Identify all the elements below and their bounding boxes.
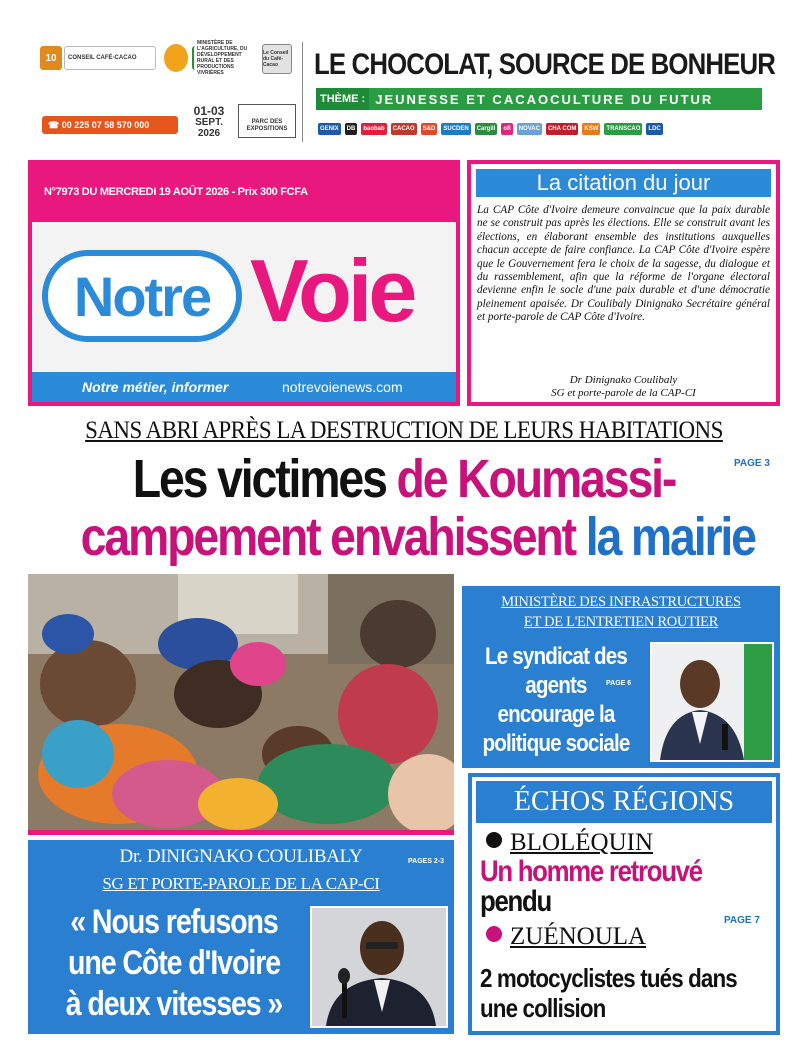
echos-location-1-label: BLOLÉQUIN xyxy=(510,829,654,856)
bullet-dot-icon xyxy=(486,832,502,848)
ad-venue: PARC DES EXPOSITIONS xyxy=(238,104,296,138)
main-kicker: SANS ABRI APRÈS LA DESTRUCTION DE LEURS HABITATIONS xyxy=(85,417,723,444)
interview-photo xyxy=(310,906,448,1028)
interview-box[interactable] xyxy=(28,840,454,1034)
interviewee-photo xyxy=(312,908,446,1026)
ministere-title xyxy=(466,592,776,632)
website-link[interactable]: notrevoienews.com xyxy=(282,379,403,395)
sponsor-logo: GENIX xyxy=(318,123,341,135)
issue-info: N°7973 DU MERCREDI 19 AOÛT 2026 - Prix 300 FCFA xyxy=(44,186,308,198)
ministere-box[interactable] xyxy=(462,586,780,768)
echos-headline-1 xyxy=(480,857,738,917)
masthead-footer xyxy=(32,372,456,402)
ministry-logo: MINISTÈRE DE L'AGRICULTURE, DU DÉVELOPPEMENT RURAL ET DES PRODUCTIONS VIVRIÈRES xyxy=(192,46,258,70)
sponsor-logo: NOVAC xyxy=(517,123,542,135)
ad-title: LE CHOCOLAT, SOURCE DE BONHEUR xyxy=(314,48,776,81)
ministere-title-line-2: ET DE L'ENTRETIEN ROUTIER xyxy=(523,614,719,630)
sponsor-logo: TRANSCAO xyxy=(604,123,642,135)
ad-phone-number: 00 225 07 58 570 000 xyxy=(61,120,150,130)
ministere-headline-line-4: politique sociale xyxy=(482,730,630,757)
masthead-inner xyxy=(32,164,456,402)
ministere-title-line-1: MINISTÈRE DES INFRASTRUCTURES xyxy=(501,594,741,610)
ad-theme-label: THÈME : xyxy=(316,88,369,110)
citation-author-name: Dr Dinignako Coulibaly xyxy=(569,374,678,386)
ad-theme-text: JEUNESSE ET CACAOCULTURE DU FUTUR xyxy=(369,88,762,110)
echos-location-2-label: ZUÉNOULA xyxy=(510,923,647,950)
sponsor-logo: KSW xyxy=(582,123,600,135)
ad-sponsors xyxy=(318,120,764,138)
ministere-photo xyxy=(650,642,774,762)
ad-date-month: SEPT. 2026 xyxy=(195,117,223,139)
speaker-photo xyxy=(652,644,772,760)
ad-divider xyxy=(302,42,303,142)
echos-headline-1-line-1: Un homme retrouvé xyxy=(480,855,702,888)
citation-author-role: SG et porte-parole de la CAP-CI xyxy=(551,387,696,399)
interview-quote-line-1: « Nous refusons xyxy=(70,903,278,941)
masthead xyxy=(28,160,460,406)
echos-title: ÉCHOS RÉGIONS xyxy=(476,781,772,823)
bullet-dot-icon xyxy=(486,926,502,942)
ad-date xyxy=(184,106,234,139)
sponsor-logo: DB xyxy=(345,123,358,135)
interview-quote xyxy=(58,902,290,1025)
interview-role: SG ET PORTE-PAROLE DE LA CAP-CI xyxy=(102,874,380,893)
ministere-page-ref: PAGE 6 xyxy=(606,680,632,687)
sponsor-logo: CHA COM xyxy=(546,123,578,135)
sponsor-logo: S&D xyxy=(421,123,438,135)
echos-regions-box[interactable] xyxy=(468,773,780,1035)
advertisement-banner[interactable] xyxy=(38,40,776,146)
ministere-headline-line-2: agents xyxy=(525,672,587,699)
ad-date-days: 01-03 xyxy=(193,104,225,118)
echos-headline-1-line-2: pendu xyxy=(480,885,551,918)
echos-page-ref: PAGE 7 xyxy=(724,915,760,926)
conseil-logo: Le Conseil du Café-Cacao xyxy=(262,44,292,74)
sponsor-logo: ofi xyxy=(501,123,512,135)
echos-location-1 xyxy=(486,829,653,857)
anniversary-logo: 10 xyxy=(40,46,62,70)
citation-box xyxy=(467,160,780,406)
headline-part-3: campement envahissent xyxy=(80,507,586,567)
citation-author xyxy=(477,374,770,400)
coat-of-arms-icon xyxy=(164,44,188,72)
echos-headline-2 xyxy=(480,963,764,1023)
sponsor-logo: baobab xyxy=(361,123,386,135)
conseil-cafe-cacao-logo: CONSEIL CAFÉ-CACAO xyxy=(64,46,156,70)
photo-divider xyxy=(28,830,454,835)
ad-phone: ☎ 00 225 07 58 570 000 xyxy=(42,116,178,134)
slogan: Notre métier, informer xyxy=(82,379,229,395)
sponsor-logo: CACAO xyxy=(391,123,417,135)
ministere-headline xyxy=(480,642,631,758)
sponsor-logo: SUCDEN xyxy=(441,123,470,135)
citation-text: La CAP Côte d'Ivoire demeure convaincue que la paix durable ne se construit pas après les élections. Elle se construit avant les élections, en élaborant ensemble des institutions auxquelles chacun accepte de faire confiance. La CAP Côte d'Ivoire espère que le Gouvernement fera le choix de la sagesse, du dialogue et du rassemblement, afin que la réforme de l'organe électoral devienne enfin le socle d'une paix durable et d'une démocratie pleinement apaisée. Dr Coulibaly Dinignako Secrétaire général et porte-parole de CAP Côte d'Ivoire. xyxy=(477,204,770,324)
interview-name: Dr. DINIGNAKO COULIBALY xyxy=(119,846,363,867)
ad-logos xyxy=(38,40,300,146)
main-page-ref: PAGE 3 xyxy=(734,458,770,469)
citation-title: La citation du jour xyxy=(476,169,771,197)
headline-part-2: de Koumassi- xyxy=(396,449,676,509)
newspaper-logo[interactable] xyxy=(32,222,456,372)
ministere-headline-line-1: Le syndicat des xyxy=(485,643,627,670)
interview-page-ref: PAGES 2-3 xyxy=(408,858,445,865)
sponsor-logo: Cargill xyxy=(475,123,498,135)
headline-part-1: Les victimes xyxy=(132,449,397,509)
sponsor-logo: LDC xyxy=(646,123,662,135)
main-photo[interactable] xyxy=(28,574,454,830)
ministere-headline-line-3: encourage la xyxy=(497,701,615,728)
echos-location-2 xyxy=(486,923,646,951)
interview-quote-line-3: à deux vitesses » xyxy=(65,985,283,1023)
echos-headline-2-line-2: une collision xyxy=(480,993,606,1023)
headline-part-4: la mairie xyxy=(585,507,755,567)
ad-theme xyxy=(316,88,762,110)
echos-headline-2-line-1: 2 motocyclistes tués dans xyxy=(480,963,737,993)
interview-quote-line-2: une Côte d'Ivoire xyxy=(68,944,280,982)
logo-voie: Voie xyxy=(250,241,414,340)
logo-notre: Notre xyxy=(42,250,242,342)
main-photo-image xyxy=(28,574,454,830)
